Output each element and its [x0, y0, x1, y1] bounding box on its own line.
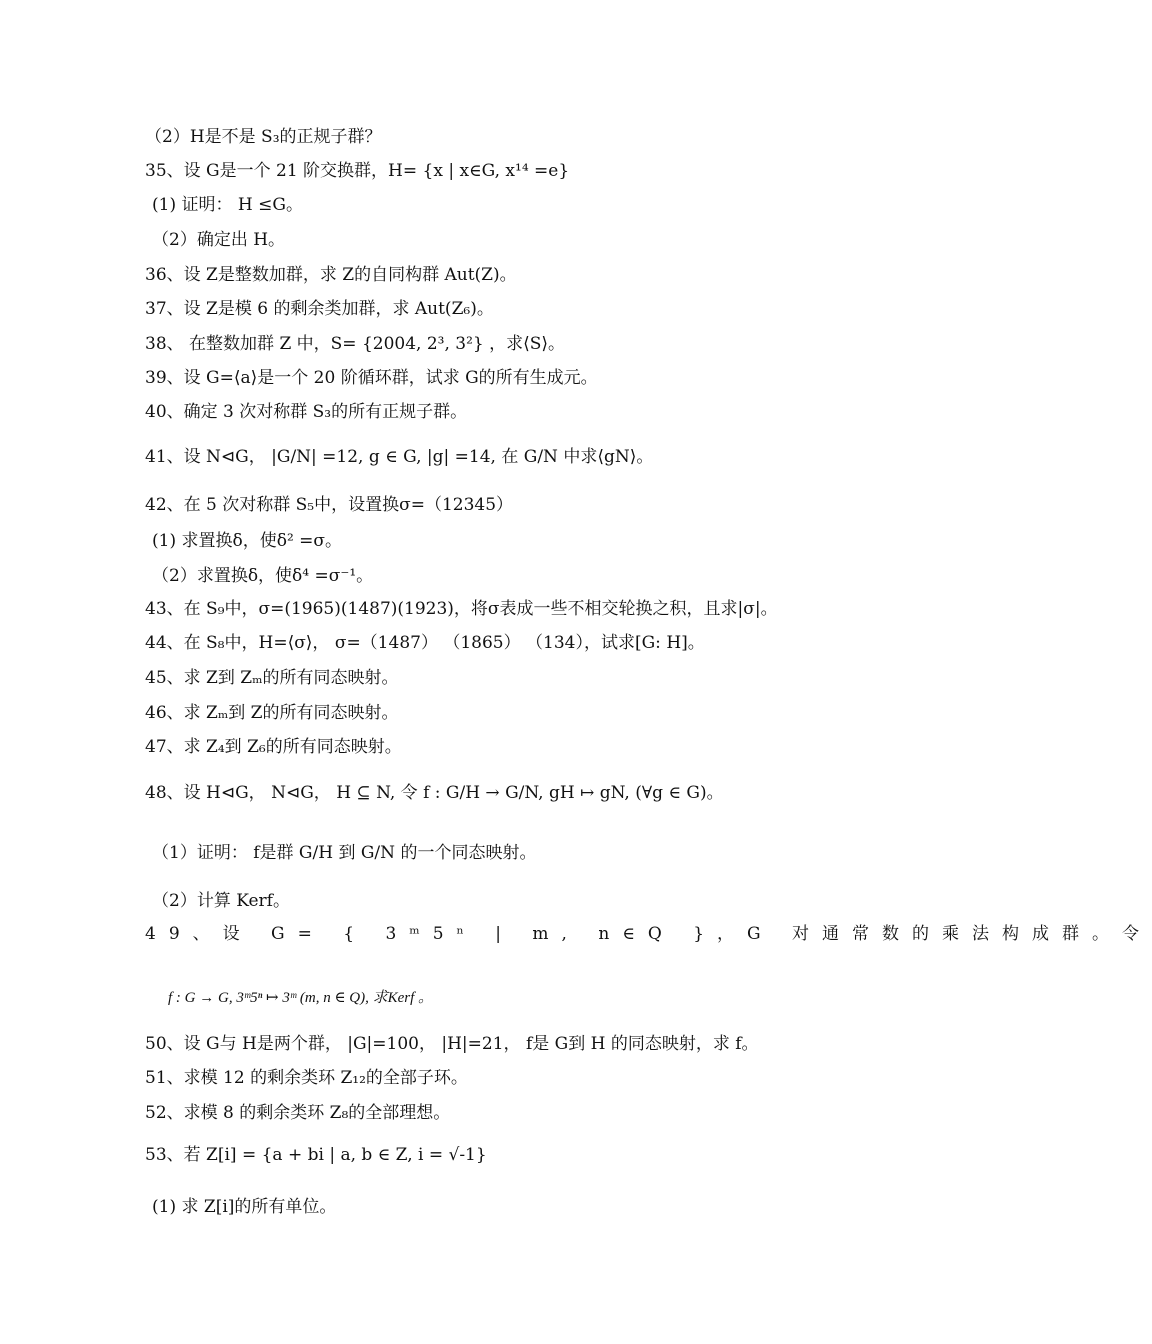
problem-49: 49、设 G= { 3ᵐ5ⁿ | m, n∈Q }，G 对通常数的乘法构成群。令: [145, 924, 1152, 944]
problem-36: 36、设 Z是整数加群，求 Z的自同构群 Aut(Z)。: [145, 265, 517, 285]
problem-48: 48、设 H⊲G， N⊲G， H ⊆ N, 令 f : G/H → G/N, gH ↦ gN, (∀g ∈ G)。: [145, 783, 724, 803]
text-line: （2）计算 Kerf。: [152, 891, 290, 911]
text-line: (1) 证明： H ≤G。: [152, 195, 303, 215]
problem-41: 41、设 N⊲G， |G/N| =12, g ∈ G, |g| =14, 在 G/N 中求⟨gN⟩。: [145, 447, 654, 467]
formula-line: f : G → G, 3ᵐ5ⁿ ↦ 3ᵐ (m, n ∈ Q), 求Kerf 。: [168, 990, 434, 1006]
problem-40: 40、确定 3 次对称群 S₃的所有正规子群。: [145, 402, 468, 422]
problem-42: 42、在 5 次对称群 S₅中，设置换σ=（12345）: [145, 495, 514, 515]
problem-50: 50、设 G与 H是两个群， |G|=100， |H|=21， f是 G到 H 的同态映射，求 f。: [145, 1034, 759, 1054]
problem-51: 51、求模 12 的剩余类环 Z₁₂的全部子环。: [145, 1068, 468, 1088]
text-line: (1) 求置换δ，使δ² =σ。: [152, 531, 343, 551]
text-line: （1）证明： f是群 G/H 到 G/N 的一个同态映射。: [152, 843, 537, 863]
problem-35: 35、设 G是一个 21 阶交换群，H= {x | x∈G, x¹⁴ =e}: [145, 161, 570, 181]
problem-46: 46、求 Zₘ到 Z的所有同态映射。: [145, 703, 399, 723]
problem-45: 45、求 Z到 Zₘ的所有同态映射。: [145, 668, 399, 688]
text-line: （2）确定出 H。: [152, 230, 286, 250]
problem-38: 38、 在整数加群 Z 中，S= {2004, 2³, 3²} ，求⟨S⟩。: [145, 334, 566, 354]
problem-52: 52、求模 8 的剩余类环 Z₈的全部理想。: [145, 1103, 451, 1123]
text-line: （2）求置换δ，使δ⁴ =σ⁻¹。: [152, 566, 374, 586]
problem-39: 39、设 G=⟨a⟩是一个 20 阶循环群，试求 G的所有生成元。: [145, 368, 598, 388]
problem-53: 53、若 Z[i] = {a + bi | a, b ∈ Z, i = √-1}: [145, 1145, 487, 1165]
text-line: （2）H是不是 S₃的正规子群？: [145, 127, 382, 147]
problem-43: 43、在 S₉中，σ=(1965)(1487)(1923)，将σ表成一些不相交轮换之积，且求|σ|。: [145, 599, 778, 619]
problem-47: 47、求 Z₄到 Z₆的所有同态映射。: [145, 737, 402, 757]
problem-37: 37、设 Z是模 6 的剩余类加群，求 Aut(Z₆)。: [145, 299, 494, 319]
text-line: (1) 求 Z[i]的所有单位。: [152, 1197, 337, 1217]
problem-44: 44、在 S₈中，H=⟨σ⟩， σ=（1487） （1865） （134），试求[G: H]。: [145, 633, 705, 653]
